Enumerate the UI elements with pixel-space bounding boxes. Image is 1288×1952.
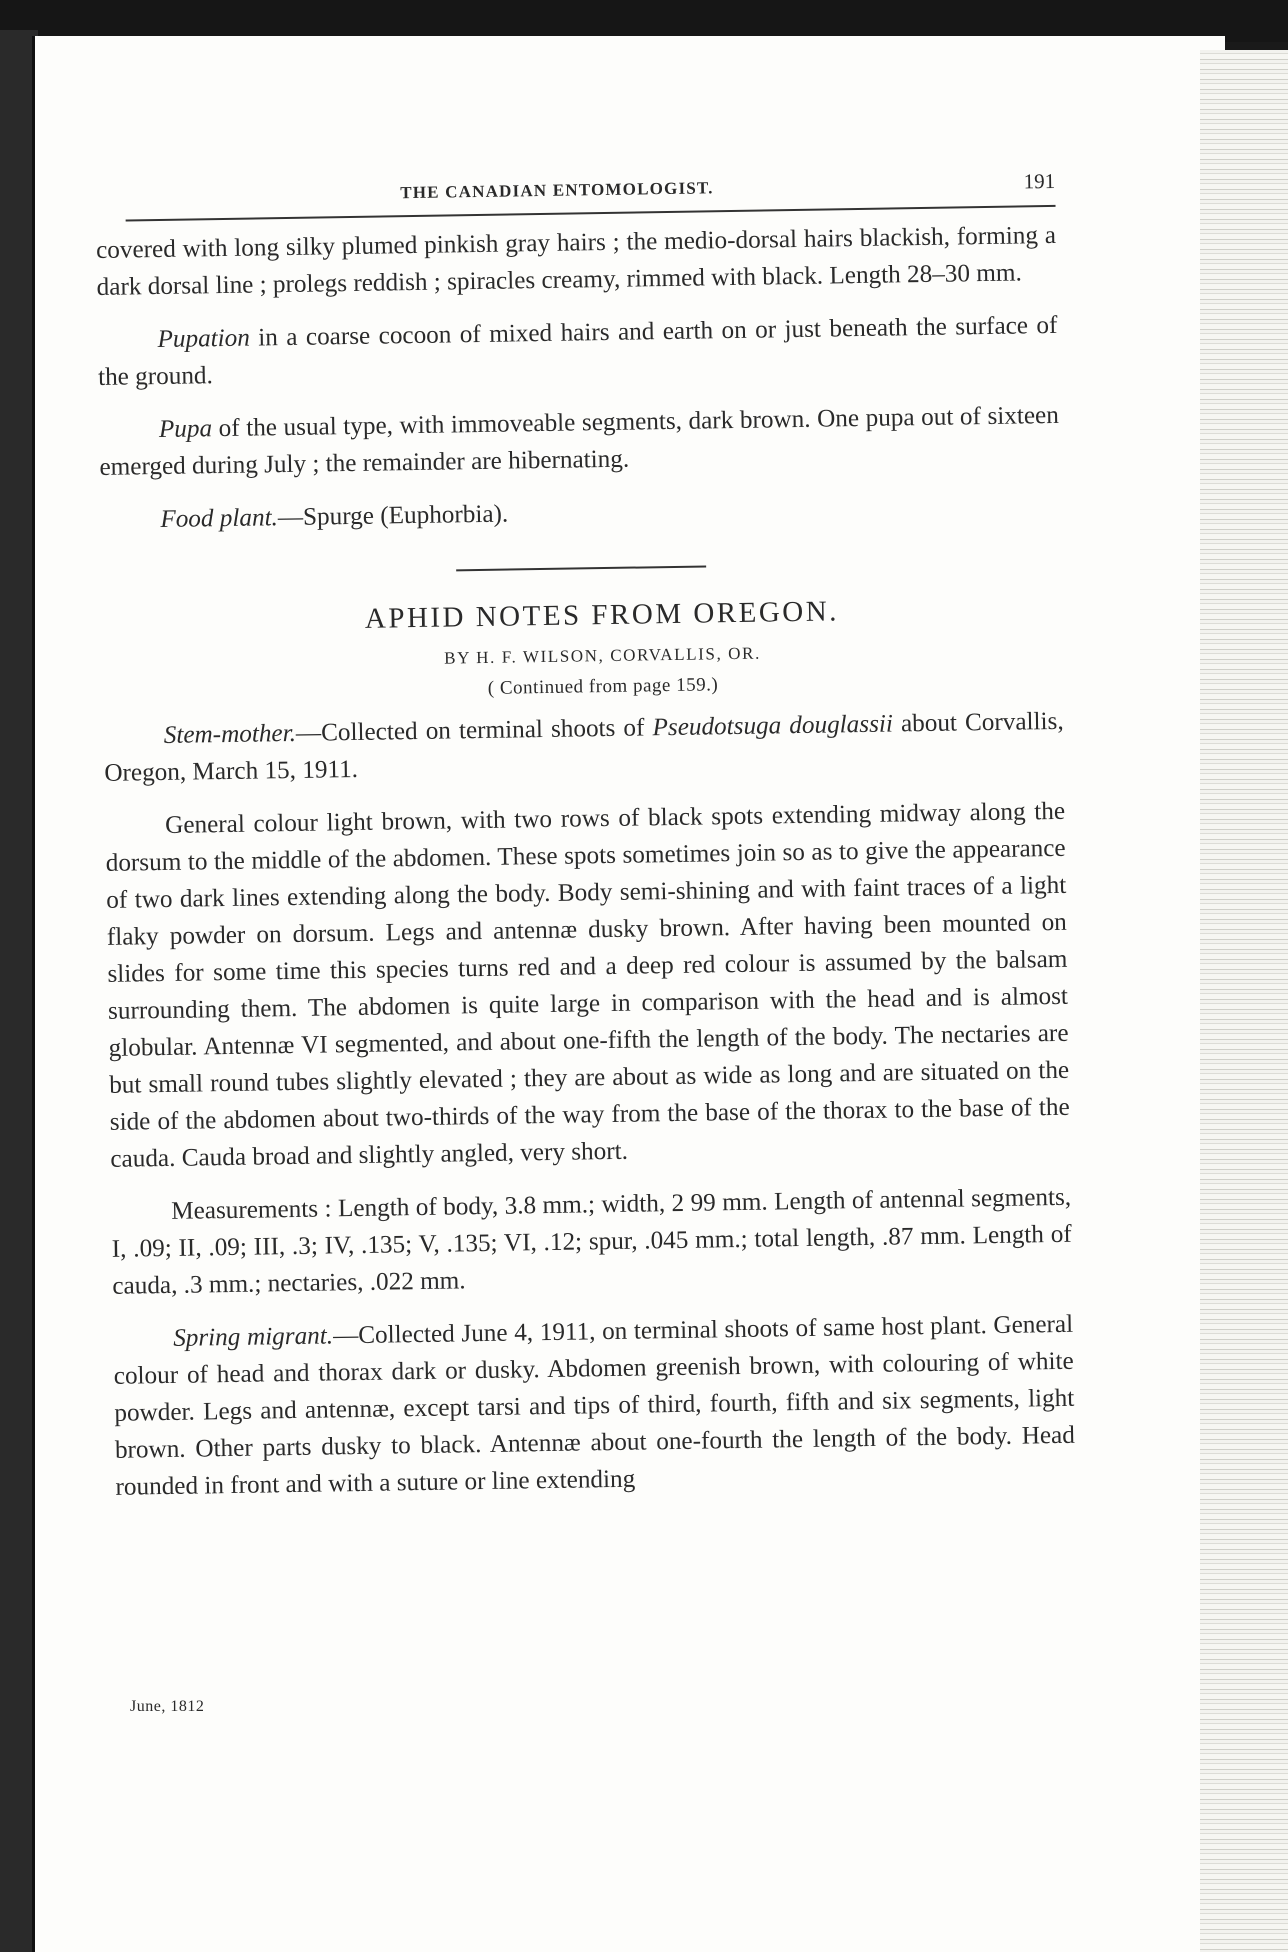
paragraph-label: Spring migrant. (172, 1322, 334, 1352)
species-name: Pseudotsuga douglassii (652, 710, 894, 742)
running-title: THE CANADIAN ENTOMOLOGIST. (400, 178, 714, 203)
paragraph-text: of the usual type, with immoveable segments, dark brown. One pupa out of sixteen emerged during July ; the remainder are hibernating. (99, 401, 1060, 481)
article-byline: BY H. F. WILSON, CORVALLIS, OR. (444, 643, 762, 668)
paragraph-spring-migrant (113, 1306, 1076, 1506)
continued-note: ( Continued from page 159.) (487, 674, 719, 699)
paragraph-continuation (96, 217, 1057, 306)
scan-right-edge (1200, 50, 1288, 1952)
article-title: APHID NOTES FROM OREGON. (364, 595, 840, 635)
paragraph-label: Pupation (157, 324, 251, 354)
paragraph-label: Pupa (158, 415, 213, 444)
paragraph-text: General colour light brown, with two rows of black spots extending midway along the dorsum to the middle of the abdomen. These spots sometimes join so as to give the appearance of two dark lines extending along the body. Body semi-shining and with faint traces of a light flaky powder on dorsum. Legs and antennæ dusky brown. After having been mounted on slides for some time this species turns red and a deep red colour is assumed by the balsam surrounding them. The abdomen is quite large in comparison with the head and is almost globular. Antennæ VI segmented, and about one-fifth the length of the body. The nectaries are but small round tubes slightly elevated ; they are about as wide as long and are situated on the side of the abdomen about two-thirds of the way from the base of the thorax to the base of the cauda. Cauda broad and slightly angled, very short. (105, 797, 1070, 1173)
text-column (95, 165, 1076, 1506)
paragraph-text: covered with long silky plumed pinkish gray hairs ; the medio-dorsal hairs blackish, forming a dark dorsal line ; prolegs reddish ; spiracles creamy, rimmed with black. Length 28–30 mm. (95, 221, 1057, 301)
paragraph-measurements (111, 1179, 1073, 1305)
paragraph-food-plant (100, 487, 1060, 539)
paragraph-pupa (99, 397, 1060, 486)
paragraph-stem-mother (103, 703, 1064, 792)
paragraph-pupation (97, 307, 1058, 396)
page-number: 191 (1023, 168, 1056, 194)
footer-date: June, 1812 (130, 1698, 205, 1715)
section-divider (456, 565, 706, 571)
paragraph-label: Food plant. (160, 504, 279, 534)
paragraph-description (105, 793, 1071, 1178)
paragraph-text: —Collected June 4, 1911, on terminal shoots of same host plant. General colour of head and thorax dark or dusky. Abdomen greenish brown, with colouring of white powder. Legs and antennæ, except tarsi and tips of third, fourth, fifth and six segments, light brown. Other parts dusky to black. Antennæ about one-fourth the length of the body. Head rounded in front and with a suture or line extending (113, 1310, 1076, 1501)
paragraph-text: —Spurge (Euphorbia). (277, 500, 509, 532)
paragraph-label: Stem-mother. (163, 719, 297, 749)
paragraph-text: Measurements : Length of body, 3.8 mm.; width, 2 99 mm. Length of antennal segments, I, .09; II, .09; III, .3; IV, .135; V, .135; VI, .12; spur, .045 mm.; total length, .87 mm. Length of cauda, .3 mm.; nectaries, .022 mm. (111, 1183, 1072, 1300)
paragraph-text: about Corvallis, Oregon, March 15, 1911. (104, 707, 1064, 787)
paragraph-text: —Collected on terminal shoots of (295, 714, 653, 747)
paragraph-text: in a coarse cocoon of mixed hairs and earth on or just beneath the surface of the ground. (97, 311, 1058, 391)
